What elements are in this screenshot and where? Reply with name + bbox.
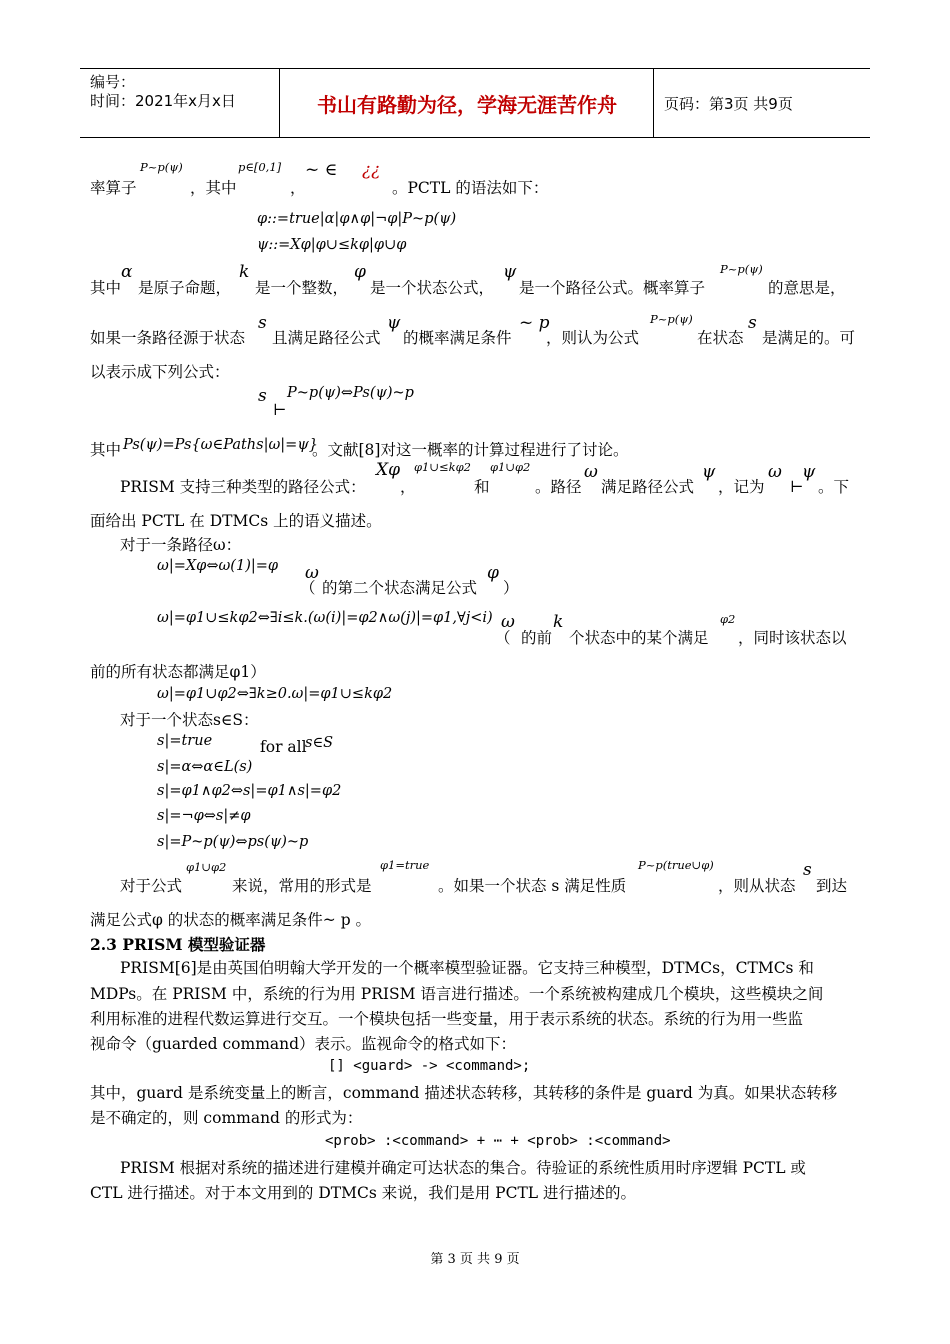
text-line: 。文献[8]对这一概率的计算过程进行了讨论。 (312, 441, 629, 459)
formula: s|=φ1∧φ2⇔s|=φ1∧s|=φ2 (157, 783, 342, 799)
text-line: ） (503, 579, 519, 597)
text-line: 是原子命题， (138, 279, 232, 297)
text-line: （ (495, 629, 511, 647)
math-condition: ~ p (519, 313, 550, 333)
math-symbol: ω (768, 462, 782, 482)
text-line: 是满足的。可 (762, 329, 856, 347)
paragraph-line: 是不确定的，则 command 的形式为： (90, 1109, 363, 1127)
text-line: 以表示成下列公式： (90, 363, 230, 381)
text-line: ，其中 (190, 179, 237, 197)
text-line: 和 (474, 478, 490, 496)
math-symbol: φ2 (720, 612, 736, 626)
text-line: 。如果一个状态 s 满足性质 (438, 877, 627, 895)
text-line: 。路径 (535, 478, 582, 496)
text-line: 率算子 (90, 179, 137, 197)
header-motto: 书山有路勤为径，学海无涯苦作舟 (281, 69, 654, 137)
math-formula: φ1∪≤kφ2 (414, 460, 471, 474)
math-operator: P~p(ψ) (720, 262, 763, 276)
paragraph-line: 其中，guard 是系统变量上的断言，command 描述状态转移，其转移的条件是 guard 为真。如果状态转移 (90, 1084, 838, 1102)
text-line: 是一个路径公式。概率算子 (519, 279, 706, 297)
math-symbol: ψ (702, 462, 716, 482)
code-line: <prob> :<command> + ⋯ + <prob> :<command> (325, 1133, 671, 1149)
paragraph-line: PRISM[6]是由英国伯明翰大学开发的一个概率模型验证器。它支持三种模型，DTMCs，CTMCs 和 (120, 959, 814, 977)
text-line: 个状态中的某个满足 (569, 629, 709, 647)
math-symbol: k (239, 262, 250, 282)
math-operator: P~p(true∪φ) (638, 858, 714, 872)
math-symbol: Xφ (376, 460, 401, 480)
text-line: 对于一个状态s∈S： (120, 711, 259, 729)
formula: s|=¬φ⇔s|≠φ (157, 808, 251, 824)
formula: ψ::=Xφ|φ∪≤kφ|φ∪φ (257, 237, 407, 253)
text-line: 的前 (521, 629, 553, 647)
text-line: 。PCTL 的语法如下： (392, 179, 549, 197)
text-line: ，记为 (718, 478, 765, 496)
header-page-number: 页码：第3页 共9页 (664, 94, 793, 113)
formula: P~p(ψ)⇔Ps(ψ)~p (287, 385, 414, 401)
text-line: 的第二个状态满足公式 (322, 579, 478, 597)
math-formula: φ1∪φ2 (490, 460, 531, 474)
math-symbol: s (748, 313, 757, 333)
formula: ω|=φ1∪≤kφ2⇔∃i≤k.(ω(i)|=φ2∧ω(j)|=φ1,∀j<i) (157, 610, 493, 626)
math-symbols: ~ ∈ (305, 160, 338, 180)
text-line: 来说，常用的形式是 (232, 877, 372, 895)
math-symbol: ψ (387, 313, 401, 333)
math-symbol: ψ (802, 462, 816, 482)
text-line: 是一个整数， (255, 279, 349, 297)
paragraph-line: CTL 进行描述。对于本文用到的 DTMCs 来说，我们是用 PCTL 进行描述的。 (90, 1184, 636, 1202)
text-line: 到达 (816, 877, 848, 895)
models-symbol: ⊢ (273, 401, 287, 419)
math-interval: p∈[0,1] (238, 160, 282, 174)
text-line: 面给出 PCTL 在 DTMCs 上的语义描述。 (90, 512, 382, 530)
math-formula: φ1∪φ2 (186, 860, 227, 874)
paragraph-line: PRISM 根据对系统的描述进行建模并确定可达状态的集合。待验证的系统性质用时序逻辑 PCTL 或 (120, 1159, 806, 1177)
math-operator: P~p(ψ) (140, 160, 183, 174)
formula: s|=true (157, 733, 213, 749)
text-line: 满足路径公式 (601, 478, 695, 496)
text-line: 满足公式φ 的状态的概率满足条件~ p 。 (90, 911, 372, 929)
text-line: 对于公式 (120, 877, 183, 895)
math-symbol: s (258, 386, 267, 406)
formula: ω|=Xφ⇔ω(1)|=φ (157, 558, 279, 574)
math-symbol: φ (354, 262, 366, 282)
text-line: for all (260, 738, 307, 756)
math-symbol: ω (305, 563, 319, 583)
text-line: 且满足路径公式 (272, 329, 381, 347)
math-symbol: ω (584, 462, 598, 482)
code-line: [] <guard> -> <command>; (328, 1058, 531, 1074)
text-line: 在状态 (697, 329, 744, 347)
text-line: 的意思是， (768, 279, 846, 297)
text-line: ，则认为公式 (546, 329, 640, 347)
header-date: 时间：2021年x月x日 (90, 92, 236, 110)
paragraph-line: 视命令（guarded command）表示。监视命令的格式如下： (90, 1035, 517, 1053)
header-meta (80, 69, 280, 137)
math-symbol: s (258, 313, 267, 333)
math-operator: P~p(ψ) (650, 312, 693, 326)
math-formula: φ1=true (380, 858, 430, 872)
math-symbol: k (553, 612, 564, 632)
formula: φ::=true|α|φ∧φ|¬φ|P~p(ψ) (257, 211, 457, 227)
text-line: 如果一条路径源于状态 (90, 329, 246, 347)
text-line: 其中 (90, 279, 122, 297)
page-footer: 第 3 页 共 9 页 (430, 1252, 520, 1267)
text-line: ，同时该状态以 (738, 629, 847, 647)
text-line: 。下 (818, 478, 850, 496)
text-line: 其中 (90, 441, 122, 459)
page-header (80, 68, 870, 138)
header-number: 编号： (90, 73, 136, 91)
formula: s|=P~p(ψ)⇔ps(ψ)~p (157, 834, 309, 850)
paragraph-line: MDPs。在 PRISM 中，系统的行为用 PRISM 语言进行描述。一个系统被构建成几个模块，这些模块之间 (90, 985, 824, 1003)
formula: s|=α⇔α∈L(s) (157, 759, 253, 775)
formula: Ps(ψ)=Ps{ω∈Paths|ω|=ψ} (123, 437, 318, 453)
formula: ω|=φ1∪φ2⇔∃k≥0.ω|=φ1∪≤kφ2 (157, 686, 393, 702)
text-line: 对于一条路径ω： (120, 536, 242, 554)
section-heading: 2.3 PRISM 模型验证器 (90, 935, 266, 954)
text-line: ， (400, 478, 416, 496)
text-line: 前的所有状态都满足φ1） (90, 663, 266, 681)
math-symbol: φ (487, 563, 499, 583)
models-symbol: ⊢ (790, 478, 804, 496)
text-line: PRISM 支持三种类型的路径公式： (120, 478, 366, 496)
math-symbol: ψ (503, 262, 517, 282)
math-symbol: ω (501, 612, 515, 632)
text-line: ，则从状态 (718, 877, 796, 895)
formula: s∈S (305, 735, 334, 751)
garbled-glyphs: ¿¿ (362, 160, 381, 180)
math-symbol: s (803, 860, 812, 880)
math-symbol: α (121, 262, 133, 282)
text-line: 是一个状态公式， (370, 279, 495, 297)
text-line: （ (300, 579, 316, 597)
text-line: ， (290, 179, 306, 197)
paragraph-line: 利用标准的进程代数运算进行交互。一个模块包括一些变量，用于表示系统的状态。系统的行为用一些监 (90, 1010, 804, 1028)
text-line: 的概率满足条件 (403, 329, 512, 347)
